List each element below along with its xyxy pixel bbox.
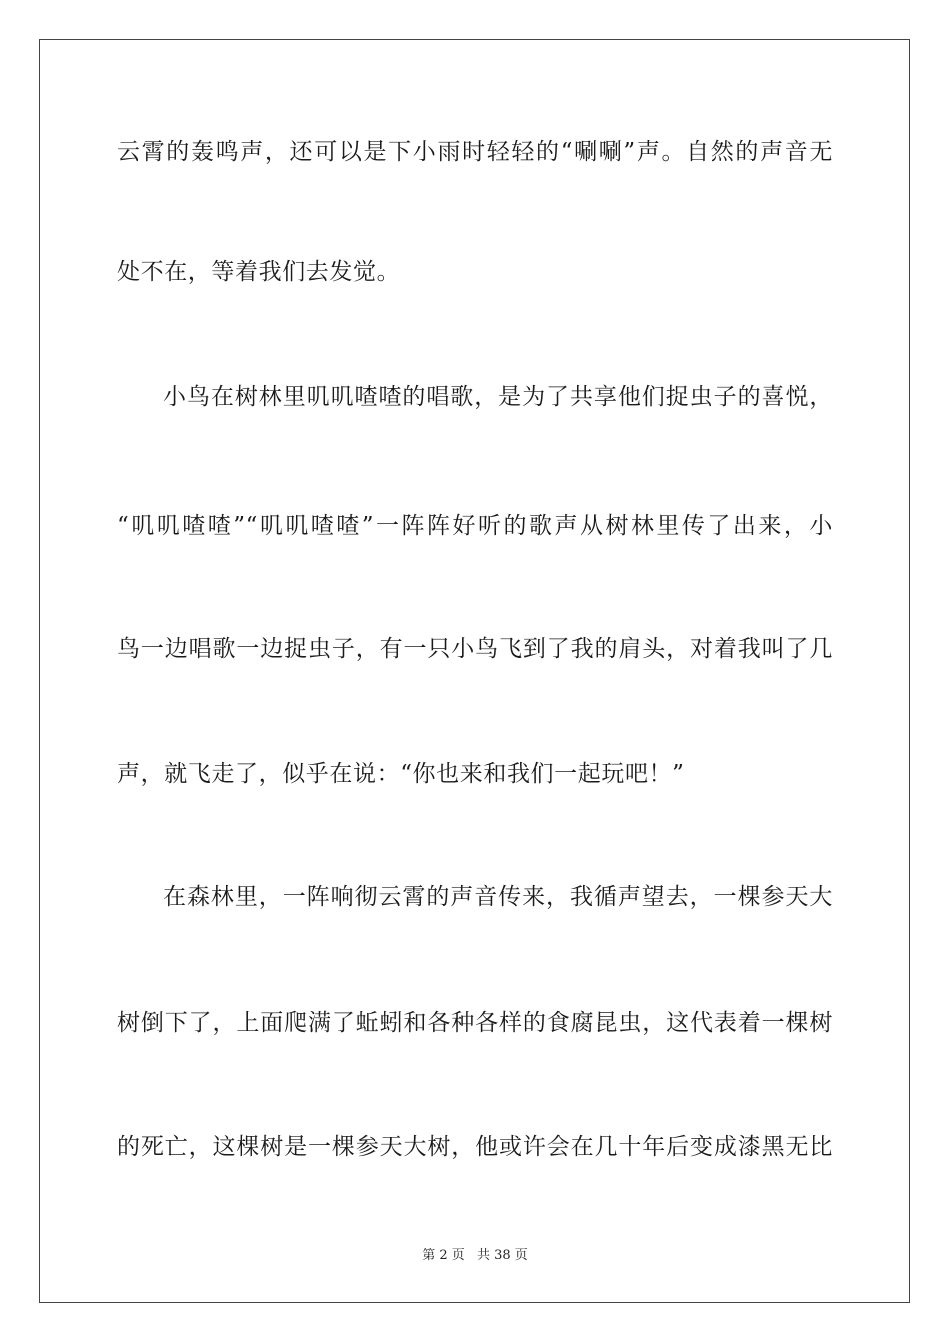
- text-line-1: 云霄的轰鸣声，还可以是下小雨时轻轻的“唰唰”声。自然的声音无: [117, 139, 833, 165]
- text-line-9: 的死亡，这棵树是一棵参天大树，他或许会在几十年后变成漆黑无比: [117, 1134, 833, 1160]
- page-number: 第 2 页: [422, 1248, 465, 1263]
- text-line-4: “叽叽喳喳”“叽叽喳喳”一阵阵好听的歌声从树林里传了出来，小: [117, 513, 833, 539]
- text-line-8: 树倒下了，上面爬满了蚯蚓和各种各样的食腐昆虫，这代表着一棵树: [117, 1010, 833, 1036]
- page-footer: [0, 1247, 950, 1265]
- text-line-2: 处不在，等着我们去发觉。: [117, 259, 401, 285]
- page-border: [39, 39, 910, 1303]
- text-line-3: 小鸟在树林里叽叽喳喳的唱歌，是为了共享他们捉虫子的喜悦，: [163, 384, 833, 410]
- text-line-5: 鸟一边唱歌一边捉虫子，有一只小鸟飞到了我的肩头，对着我叫了几: [117, 636, 833, 662]
- text-line-6: 声，就飞走了，似乎在说：“你也来和我们一起玩吧！”: [117, 761, 685, 787]
- page-total: 共 38 页: [476, 1248, 528, 1263]
- text-line-7: 在森林里，一阵响彻云霄的声音传来，我循声望去，一棵参天大: [163, 884, 833, 910]
